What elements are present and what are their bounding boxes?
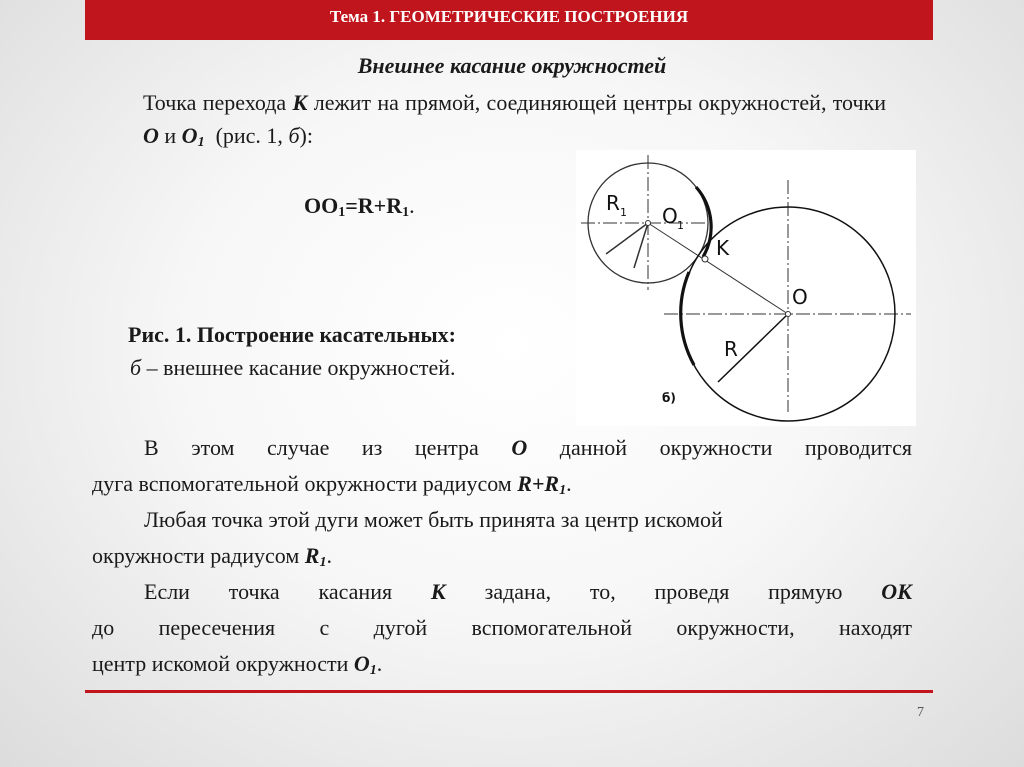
intro-text-2: лежит на прямой, соединяющей центры окружностей, точки [313, 90, 887, 115]
point-o: О [143, 123, 159, 148]
body-line: Если точка касания К задана, то, проведя прямую ОК [144, 579, 913, 604]
arc-large-thick [681, 272, 694, 365]
footer-divider [85, 690, 933, 693]
formula: $ОО_1=R+R_1$. [304, 193, 415, 220]
label-b: б) [662, 391, 676, 405]
figure-ref: (рис. 1, [215, 123, 283, 148]
body-line: Любая точка этой дуги может быть принята за центр искомой [144, 507, 723, 532]
tangent-circles-figure [576, 150, 916, 426]
label-o1-sub: 1 [677, 219, 684, 232]
caption-title: Рис. 1. Построение касательных: [128, 322, 456, 347]
label-o: O [792, 285, 808, 309]
figure-drawing [576, 150, 916, 426]
figure-ref-letter: б [288, 123, 300, 148]
caption-subtitle: б – внешнее касание окружностей. [130, 355, 456, 380]
point-o1: $О_1$ [181, 123, 205, 150]
label-r: R [724, 337, 738, 361]
center-o-dot [786, 312, 791, 317]
body-line: дуга вспомогательной окружности радиусом $R+R_1$. [92, 471, 572, 498]
body-line: В этом случае из центра О данной окружности проводится [144, 435, 913, 460]
label-k: K [716, 236, 730, 260]
body-paragraphs [92, 430, 912, 682]
body-line: до пересечения с дугой вспомогательной окружности, находят [92, 615, 912, 640]
body-line: центр искомой окружности $О_1$. [92, 651, 383, 678]
radius-r1-line-2 [634, 223, 648, 268]
page-number: 7 [917, 705, 924, 720]
intro-text: Точка перехода [143, 90, 287, 115]
intro-and: и [164, 123, 177, 148]
label-o1: O [662, 204, 678, 228]
figure-caption [128, 318, 456, 384]
slide-title: Тема 1. ГЕОМЕТРИЧЕСКИЕ ПОСТРОЕНИЯ [85, 0, 933, 40]
figure-ref-end: ): [299, 123, 313, 148]
intro-paragraph [143, 86, 886, 152]
body-line: окружности радиусом $R_1$. [92, 543, 332, 570]
radius-r1-line [606, 223, 648, 254]
center-lines [581, 155, 911, 412]
label-r1: R [606, 191, 620, 215]
section-subtitle: Внешнее касание окружностей [357, 53, 667, 78]
tangent-point-k [702, 256, 708, 262]
point-k: К [292, 90, 308, 115]
center-o1-dot [646, 221, 651, 226]
label-r1-sub: 1 [620, 206, 627, 219]
